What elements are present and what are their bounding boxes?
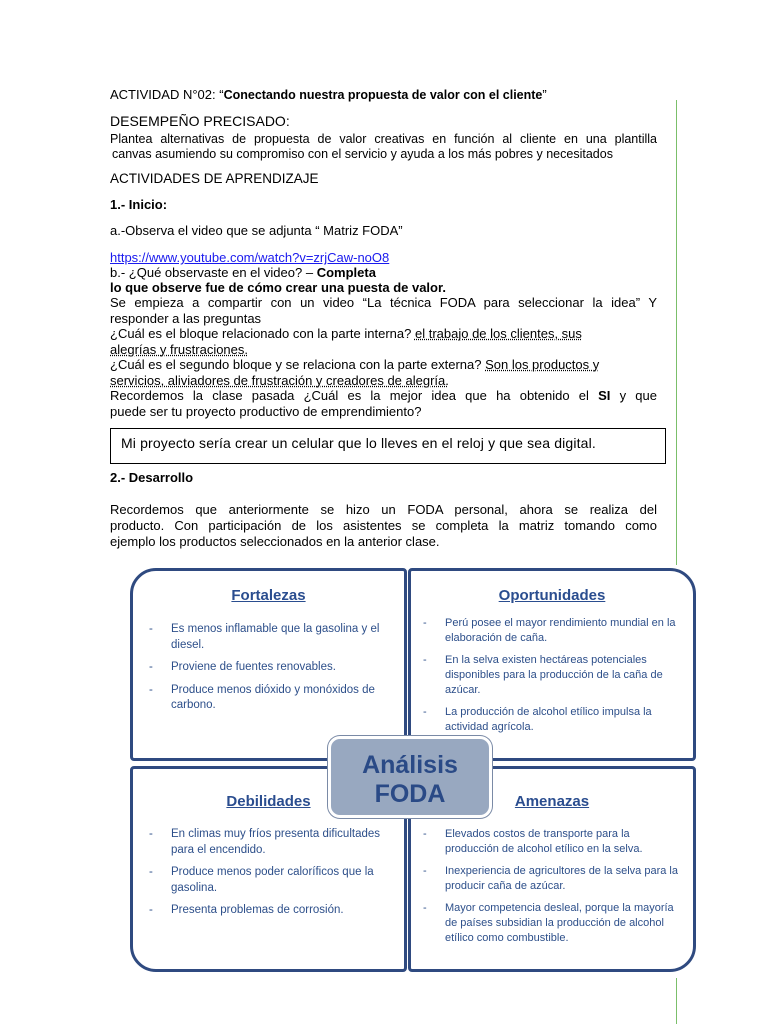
- oportunidades-quadrant: [408, 568, 696, 761]
- list-item: - En la selva existen hectáreas potenciales disponibles para la producción de la caña de azúcar.: [423, 654, 663, 696]
- list-item-text: En la selva existen hectáreas potenciales disponibles para la producción de la caña de azúcar.: [445, 654, 663, 696]
- answer-box-text: Mi proyecto sería crear un celular que lo lleves en el reloj y que sea digital.: [121, 435, 596, 451]
- list-item: - Proviene de fuentes renovables.: [149, 661, 336, 673]
- recordemos-si: SI: [598, 388, 611, 403]
- recordemos-line1: [110, 388, 657, 403]
- desarrollo-heading: 2.- Desarrollo: [110, 470, 194, 485]
- inicio-p1-line2: responder a las preguntas: [110, 311, 262, 326]
- desarrollo-line3: ejemplo los productos seleccionados en la anterior clase.: [110, 534, 440, 549]
- page-border-right-line-bottom: [676, 978, 677, 1024]
- inicio-b-bold: Completa: [316, 265, 376, 280]
- page-border-right-line: [676, 100, 677, 565]
- list-item: - Mayor competencia desleal, porque la mayoría de países subsidian la producción de alcohol etílico como combustible.: [423, 902, 674, 944]
- list-item: - Presenta problemas de corrosión.: [149, 904, 344, 916]
- inicio-b-line1: [110, 265, 376, 280]
- list-item: - Inexperiencia de agricultores de la selva para la producir caña de azúcar.: [423, 865, 678, 892]
- list-item-text: Mayor competencia desleal, porque la mayoría de países subsidian la producción de alcohol etílico como combustible.: [445, 902, 674, 944]
- desarrollo-line2: producto. Con participación de los asistentes se completa la matriz tomando como: [110, 518, 657, 533]
- foda-center-line1: Análisis: [362, 751, 458, 779]
- list-item: - Perú posee el mayor rendimiento mundial en la elaboración de caña.: [423, 617, 676, 644]
- activity-title-bold: Conectando nuestra propuesta de valor con el cliente: [223, 88, 543, 102]
- debilidades-title: Debilidades: [226, 793, 311, 810]
- answer-1-line1: el trabajo de los clientes, sus: [414, 326, 582, 341]
- list-item-text: Produce menos dióxido y monóxidos de carbono.: [171, 683, 375, 711]
- answer-1-line2: alegrías y frustraciones.: [110, 342, 249, 357]
- desarrollo-line1: Recordemos que anteriormente se hizo un FODA personal, ahora se realiza del: [110, 502, 657, 517]
- recordemos-line1-post: y que: [610, 388, 657, 403]
- desempeno-line2: canvas asumiendo su compromiso con el servicio y ayuda a los más pobres y necesitados: [112, 147, 613, 161]
- debilidades-list: [149, 827, 394, 926]
- inicio-b-line2: lo que observe fue de cómo crear una puesta de valor.: [110, 280, 446, 295]
- list-item-text: Proviene de fuentes renovables.: [171, 661, 336, 673]
- list-item: - Elevados costos de transporte para la producción de alcohol etílico en la selva.: [423, 828, 643, 855]
- amenazas-title: Amenazas: [514, 793, 590, 810]
- list-item: - En climas muy fríos presenta dificultades para el encendido.: [149, 828, 381, 856]
- question-2: [110, 357, 599, 372]
- list-item: - La producción de alcohol etílico impulsa la actividad agrícola.: [423, 706, 652, 733]
- list-item: - Es menos inflamable que la gasolina y el diesel.: [149, 623, 380, 651]
- list-item-text: En climas muy fríos presenta dificultades para el encendido.: [171, 828, 381, 856]
- list-item: - Produce menos dióxido y monóxidos de carbono.: [149, 683, 375, 711]
- inicio-b-prefix: b.- ¿Qué observaste en el video? –: [110, 265, 317, 280]
- answer-2-line1: Son los productos y: [485, 357, 600, 372]
- activity-title: [110, 87, 547, 103]
- youtube-link[interactable]: https://www.youtube.com/watch?v=zrjCaw-noO8: [110, 250, 390, 265]
- list-item-text: Perú posee el mayor rendimiento mundial en la elaboración de caña.: [445, 617, 676, 644]
- desempeno-heading: DESEMPEÑO PRECISADO:: [110, 113, 290, 129]
- question-2-text: ¿Cuál es el segundo bloque y se relaciona con la parte externa?: [110, 357, 486, 372]
- activity-prefix: ACTIVIDAD N°02: “: [110, 87, 224, 102]
- fortalezas-title: Fortalezas: [231, 587, 306, 604]
- list-item-text: La producción de alcohol etílico impulsa la actividad agrícola.: [445, 706, 652, 733]
- amenazas-list: [423, 827, 685, 953]
- list-item-text: Elevados costos de transporte para la producción de alcohol etílico en la selva.: [445, 828, 643, 855]
- foda-center-line2: FODA: [374, 780, 446, 808]
- answer-box: [110, 428, 666, 464]
- list-item: - Produce menos poder caloríficos que la gasolina.: [149, 866, 374, 894]
- list-item-text: Inexperiencia de agricultores de la selva para la producir caña de azúcar.: [445, 865, 678, 892]
- question-1-text: ¿Cuál es el bloque relacionado con la parte interna?: [110, 326, 415, 341]
- oportunidades-title: Oportunidades: [498, 587, 606, 604]
- list-item-text: Es menos inflamable que la gasolina y el diesel.: [171, 623, 380, 651]
- oportunidades-list: [423, 616, 685, 742]
- fortalezas-list: [149, 622, 394, 721]
- answer-2-line2: servicios, aliviadores de frustración y creadores de alegría.: [110, 373, 449, 388]
- inicio-p1-line1: Se empieza a compartir con un video “La técnica FODA para seleccionar la idea” Y: [110, 295, 657, 310]
- inicio-a-text: a.-Observa el video que se adjunta “ Matriz FODA”: [110, 223, 403, 238]
- foda-diagram: [128, 566, 698, 976]
- desempeno-line1: Plantea alternativas de propuesta de valor creativas en función al cliente en una plantilla: [110, 132, 657, 146]
- fortalezas-quadrant: [130, 568, 407, 761]
- recordemos-line1-pre: Recordemos la clase pasada ¿Cuál es la mejor idea que ha obtenido el: [110, 388, 599, 403]
- question-1: [110, 326, 582, 341]
- foda-center-label: [328, 736, 492, 818]
- list-item-text: Produce menos poder caloríficos que la gasolina.: [171, 866, 374, 894]
- recordemos-line2: puede ser tu proyecto productivo de emprendimiento?: [110, 404, 422, 419]
- activity-suffix: ”: [542, 87, 547, 102]
- inicio-heading: 1.- Inicio:: [110, 197, 168, 212]
- list-item-text: Presenta problemas de corrosión.: [171, 904, 344, 916]
- actividades-heading: ACTIVIDADES DE APRENDIZAJE: [110, 171, 319, 186]
